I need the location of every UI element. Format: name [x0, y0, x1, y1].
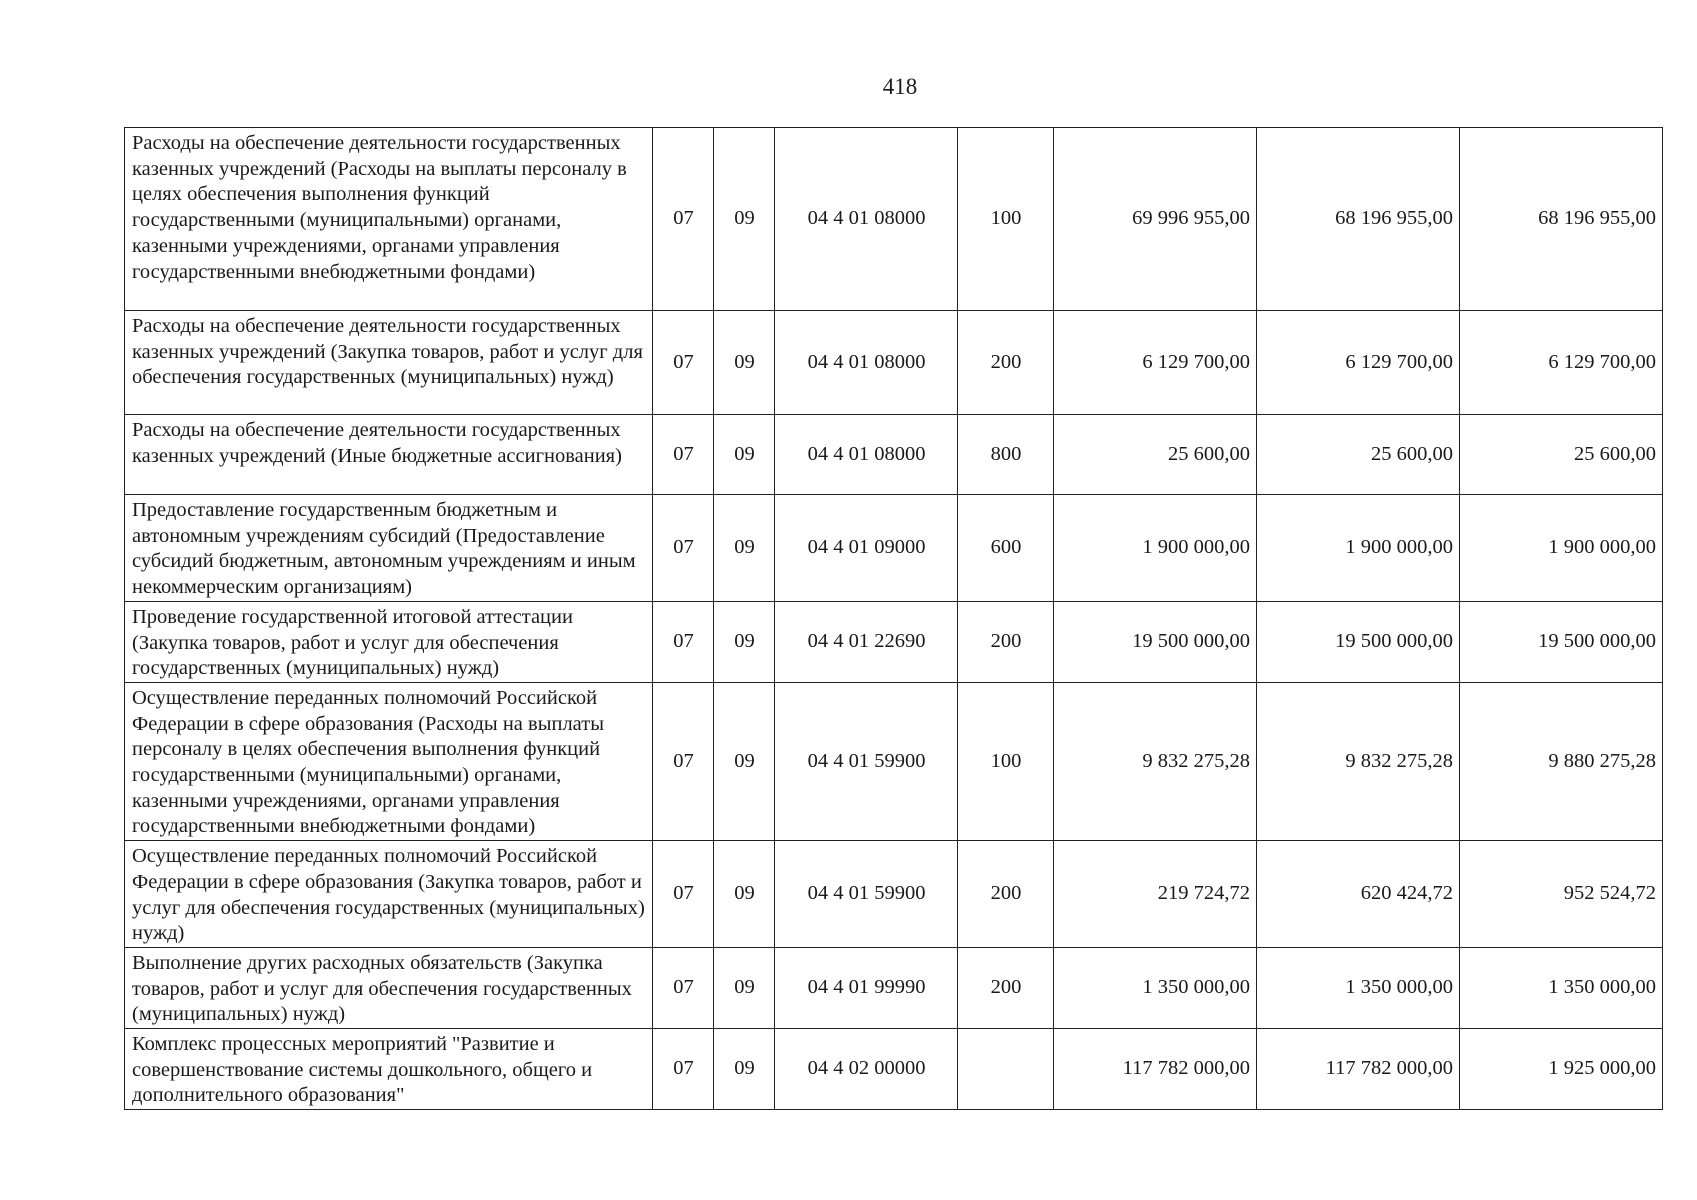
section-code: 07	[653, 495, 714, 602]
row-description: Предоставление государственным бюджетным и автономным учреждениям субсидий (Предоставление субсидий бюджетным, автономным учреждениям и иным некоммерческим организациям)	[125, 495, 653, 602]
target-article-code: 04 4 02 00000	[775, 1029, 958, 1110]
amount-year-2: 19 500 000,00	[1257, 601, 1460, 682]
subsection-code: 09	[714, 415, 775, 495]
target-article-code: 04 4 01 08000	[775, 311, 958, 415]
table-row	[125, 1029, 1663, 1110]
section-code: 07	[653, 128, 714, 311]
table-row	[125, 415, 1663, 495]
expense-type-code	[958, 1029, 1054, 1110]
table-row	[125, 682, 1663, 840]
subsection-code: 09	[714, 841, 775, 948]
target-article-code: 04 4 01 59900	[775, 841, 958, 948]
amount-year-1: 9 832 275,28	[1054, 682, 1257, 840]
expense-type-code: 100	[958, 682, 1054, 840]
subsection-code: 09	[714, 311, 775, 415]
table-row	[125, 841, 1663, 948]
amount-year-1: 25 600,00	[1054, 415, 1257, 495]
row-description: Расходы на обеспечение деятельности государственных казенных учреждений (Закупка товаров, работ и услуг для обеспечения государственных (муниципальных) нужд)	[125, 311, 653, 415]
amount-year-3: 68 196 955,00	[1460, 128, 1663, 311]
budget-table	[124, 127, 1663, 1110]
expense-type-code: 200	[958, 311, 1054, 415]
amount-year-3: 1 900 000,00	[1460, 495, 1663, 602]
amount-year-2: 117 782 000,00	[1257, 1029, 1460, 1110]
amount-year-2: 620 424,72	[1257, 841, 1460, 948]
row-description: Проведение государственной итоговой аттестации (Закупка товаров, работ и услуг для обеспечения государственных (муниципальных) нужд)	[125, 601, 653, 682]
section-code: 07	[653, 415, 714, 495]
amount-year-2: 6 129 700,00	[1257, 311, 1460, 415]
amount-year-2: 1 350 000,00	[1257, 947, 1460, 1028]
subsection-code: 09	[714, 601, 775, 682]
expense-type-code: 200	[958, 601, 1054, 682]
section-code: 07	[653, 947, 714, 1028]
amount-year-1: 6 129 700,00	[1054, 311, 1257, 415]
amount-year-2: 9 832 275,28	[1257, 682, 1460, 840]
section-code: 07	[653, 601, 714, 682]
row-description: Выполнение других расходных обязательств (Закупка товаров, работ и услуг для обеспечения государственных (муниципальных) нужд)	[125, 947, 653, 1028]
row-description: Осуществление переданных полномочий Российской Федерации в сфере образования (Закупка товаров, работ и услуг для обеспечения государственных (муниципальных) нужд)	[125, 841, 653, 948]
amount-year-3: 19 500 000,00	[1460, 601, 1663, 682]
target-article-code: 04 4 01 59900	[775, 682, 958, 840]
row-description: Расходы на обеспечение деятельности государственных казенных учреждений (Иные бюджетные ассигнования)	[125, 415, 653, 495]
amount-year-2: 1 900 000,00	[1257, 495, 1460, 602]
amount-year-1: 1 350 000,00	[1054, 947, 1257, 1028]
expense-type-code: 600	[958, 495, 1054, 602]
expense-type-code: 200	[958, 841, 1054, 948]
target-article-code: 04 4 01 08000	[775, 415, 958, 495]
section-code: 07	[653, 311, 714, 415]
expense-type-code: 100	[958, 128, 1054, 311]
target-article-code: 04 4 01 09000	[775, 495, 958, 602]
table-row	[125, 311, 1663, 415]
row-description: Расходы на обеспечение деятельности государственных казенных учреждений (Расходы на выплаты персоналу в целях обеспечения выполнения функций государственными (муниципальными) органами, казенными учреждениями, органами управления государственными внебюджетными фондами)	[125, 128, 653, 311]
expense-type-code: 200	[958, 947, 1054, 1028]
target-article-code: 04 4 01 08000	[775, 128, 958, 311]
section-code: 07	[653, 682, 714, 840]
table-row	[125, 128, 1663, 311]
row-description: Осуществление переданных полномочий Российской Федерации в сфере образования (Расходы на выплаты персоналу в целях обеспечения выполнения функций государственными (муниципальными) органами, казенными учреждениями, органами управления государственными внебюджетными фондами)	[125, 682, 653, 840]
amount-year-1: 1 900 000,00	[1054, 495, 1257, 602]
amount-year-1: 69 996 955,00	[1054, 128, 1257, 311]
amount-year-1: 219 724,72	[1054, 841, 1257, 948]
page-number: 418	[882, 74, 918, 99]
subsection-code: 09	[714, 1029, 775, 1110]
table-row	[125, 947, 1663, 1028]
amount-year-1: 19 500 000,00	[1054, 601, 1257, 682]
section-code: 07	[653, 841, 714, 948]
amount-year-3: 9 880 275,28	[1460, 682, 1663, 840]
amount-year-1: 117 782 000,00	[1054, 1029, 1257, 1110]
subsection-code: 09	[714, 128, 775, 311]
table-body	[125, 128, 1663, 1110]
amount-year-3: 1 925 000,00	[1460, 1029, 1663, 1110]
subsection-code: 09	[714, 947, 775, 1028]
amount-year-2: 68 196 955,00	[1257, 128, 1460, 311]
subsection-code: 09	[714, 682, 775, 840]
target-article-code: 04 4 01 99990	[775, 947, 958, 1028]
amount-year-3: 1 350 000,00	[1460, 947, 1663, 1028]
subsection-code: 09	[714, 495, 775, 602]
row-description: Комплекс процессных мероприятий "Развитие и совершенствование системы дошкольного, общего и дополнительного образования"	[125, 1029, 653, 1110]
section-code: 07	[653, 1029, 714, 1110]
amount-year-3: 6 129 700,00	[1460, 311, 1663, 415]
table-row	[125, 495, 1663, 602]
expense-type-code: 800	[958, 415, 1054, 495]
table-row	[125, 601, 1663, 682]
amount-year-2: 25 600,00	[1257, 415, 1460, 495]
amount-year-3: 952 524,72	[1460, 841, 1663, 948]
amount-year-3: 25 600,00	[1460, 415, 1663, 495]
target-article-code: 04 4 01 22690	[775, 601, 958, 682]
